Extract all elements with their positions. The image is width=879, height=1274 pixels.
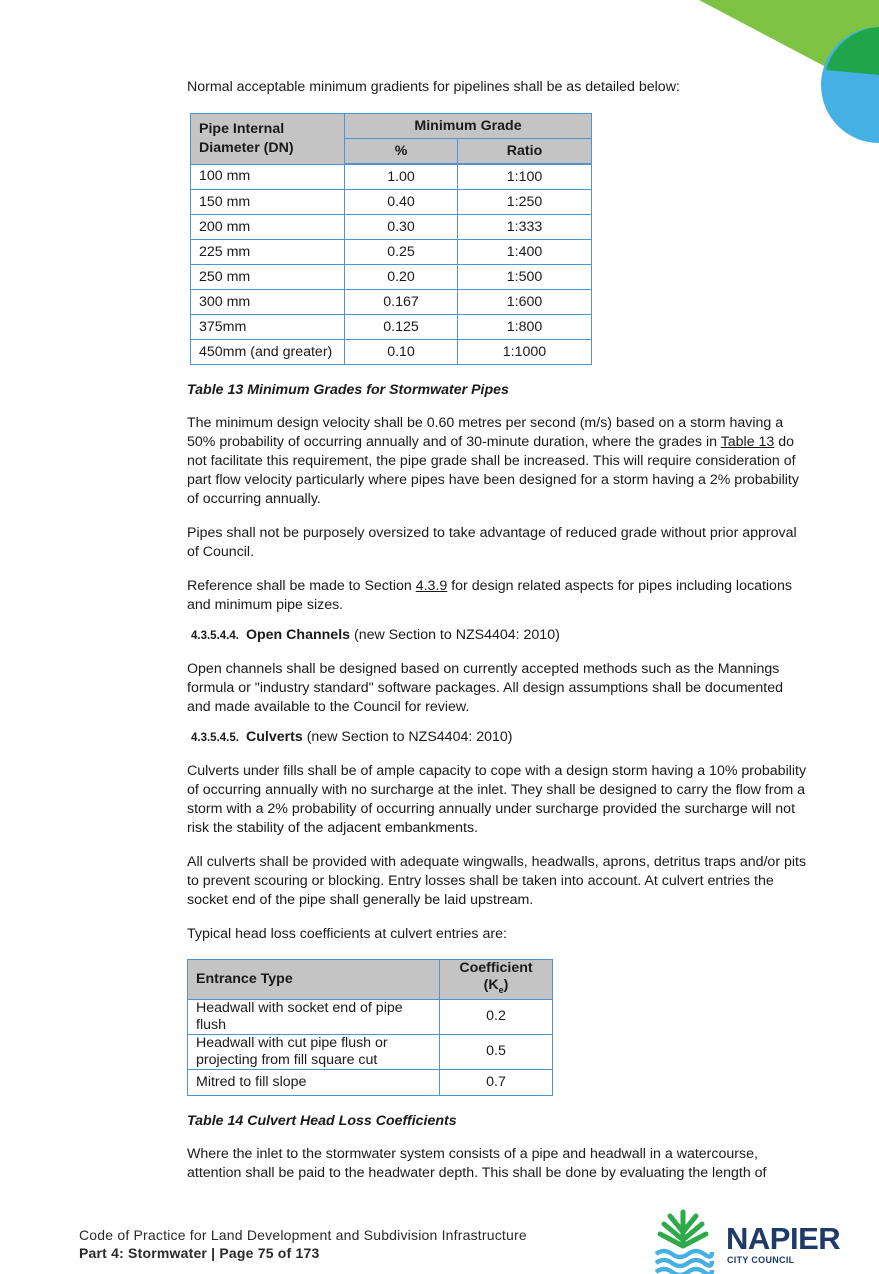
table-13-link[interactable]: Table 13 [720,434,775,450]
head-loss-intro: Typical head loss coefficients at culvert entries are: [187,926,507,942]
ratio-cell: 1:500 [458,265,592,290]
table-row [191,164,592,190]
reference-paragraph [187,577,807,615]
ratio-cell: 1:333 [458,215,592,240]
ke-open: (K [483,977,499,993]
coefficient-cell: 0.5 [440,1034,553,1069]
head-loss-table [187,959,553,1096]
culverts-paragraph-1: Culverts under fills shall be of ample capacity to cope with a design storm having a 10% probability of occurring annually with no surcharge at the inlet. They shall be designed to carry the flow from a storm with a 2% probability of occurring annually under surcharge provided the surcharge will not risk the stability of the adjacent embankments. [187,763,807,836]
percent-cell: 0.25 [345,240,458,265]
open-channels-paragraph: Open channels shall be designed based on currently accepted methods such as the Mannings formula or "industry standard" software packages. All design assumptions shall be documented and made available to the Council for review. [187,661,784,715]
ratio-cell: 1:800 [458,315,592,340]
coefficient-header [440,960,553,1000]
coefficient-cell: 0.2 [440,999,553,1034]
coefficient-label: Coefficient [459,960,533,976]
section-title: Culverts [245,729,303,745]
section-note: (new Section to NZS4404: 2010) [350,627,560,643]
page-content [187,78,807,1198]
table-row [188,1034,553,1069]
footer-document-title: Code of Practice for Land Development and Subdivision Infrastructure [79,1227,527,1243]
section-note: (new Section to NZS4404: 2010) [302,729,513,745]
table-row [191,215,592,240]
percent-cell: 0.20 [345,265,458,290]
dn-cell: 250 mm [191,265,345,290]
logo-subtitle: CITY COUNCIL [727,1255,795,1265]
percent-cell: 0.30 [345,215,458,240]
percent-cell: 0.40 [345,190,458,215]
ratio-header: Ratio [458,139,592,165]
table-row [188,999,553,1034]
table-13-caption: Table 13 Minimum Grades for Stormwater Pipes [187,382,509,398]
culverts-paragraph-2: All culverts shall be provided with adequate wingwalls, headwalls, aprons, detritus traps and/or pits to prevent scouring or blocking. Entry losses shall be taken into account. At culvert entries the socket end of the pipe shall generally be laid upstream. [187,854,807,908]
dn-cell: 375mm [191,315,345,340]
ratio-cell: 1:600 [458,290,592,315]
table-row [191,315,592,340]
reference-text-after: for design related aspects for pipes including locations and minimum pipe sizes. [187,578,792,613]
table-14-caption: Table 14 Culvert Head Loss Coefficients [187,1112,457,1129]
velocity-text-after: do not facilitate this requirement, the pipe grade shall be increased. This will require consideration of part flow velocity particularly where pipes have been designed for a storm having a 2% probability of occurring annually. [187,434,799,507]
minimum-grades-table [190,113,592,365]
dn-cell: 150 mm [191,190,345,215]
culverts-heading [191,728,807,748]
dn-cell: 100 mm [191,164,345,190]
section-number: 4.3.5.4.5. [191,732,239,744]
pipe-diameter-header: Pipe Internal Diameter (DN) [191,114,345,165]
percent-header: % [345,139,458,165]
coefficient-cell: 0.7 [440,1069,553,1095]
reference-text-before: Reference shall be made to Section [187,578,416,594]
dn-cell: 225 mm [191,240,345,265]
ratio-cell: 1:250 [458,190,592,215]
entrance-type-cell: Headwall with cut pipe flush or projecting from fill square cut [188,1034,440,1069]
table-row [191,290,592,315]
percent-cell: 0.125 [345,315,458,340]
table-row [191,340,592,365]
page-footer [79,1226,527,1262]
section-number: 4.3.5.4.4. [191,630,239,642]
percent-cell: 1.00 [345,164,458,190]
percent-cell: 0.167 [345,290,458,315]
open-channels-heading [191,626,807,646]
velocity-text-before: The minimum design velocity shall be 0.60 metres per second (m/s) based on a storm having a 50% probability of occurring annually and of 30-minute duration, where the grades in [187,415,784,450]
table-row [191,190,592,215]
table-row [188,1069,553,1095]
ke-close: ) [503,977,509,993]
intro-text: Normal acceptable minimum gradients for pipelines shall be as detailed below: [187,79,680,95]
section-4-3-9-link[interactable]: 4.3.9 [415,578,448,594]
entrance-type-header: Entrance Type [188,960,440,1000]
dn-cell: 300 mm [191,290,345,315]
percent-cell: 0.10 [345,340,458,365]
footer-page-info: Part 4: Stormwater | Page 75 of 173 [79,1245,320,1261]
inlet-paragraph: Where the inlet to the stormwater system consists of a pipe and headwall in a watercourse, attention shall be paid to the headwater depth. This shall be done by evaluating the length of [187,1145,767,1181]
napier-logo-icon [650,1208,716,1274]
table-row [191,240,592,265]
velocity-paragraph [187,414,807,509]
table-row [191,265,592,290]
entrance-type-cell: Headwall with socket end of pipe flush [188,999,440,1034]
section-title: Open Channels [245,627,351,643]
ratio-cell: 1:1000 [458,340,592,365]
dn-cell: 200 mm [191,215,345,240]
ratio-cell: 1:400 [458,240,592,265]
dn-cell: 450mm (and greater) [191,340,345,365]
napier-logo [650,1208,850,1274]
logo-name: NAPIER [726,1221,841,1256]
minimum-grade-header: Minimum Grade [345,114,592,139]
oversize-paragraph: Pipes shall not be purposely oversized to take advantage of reduced grade without prior approval of Council. [187,525,797,560]
ke-subscript: e [498,984,504,995]
entrance-type-cell: Mitred to fill slope [188,1069,440,1095]
ratio-cell: 1:100 [458,164,592,190]
